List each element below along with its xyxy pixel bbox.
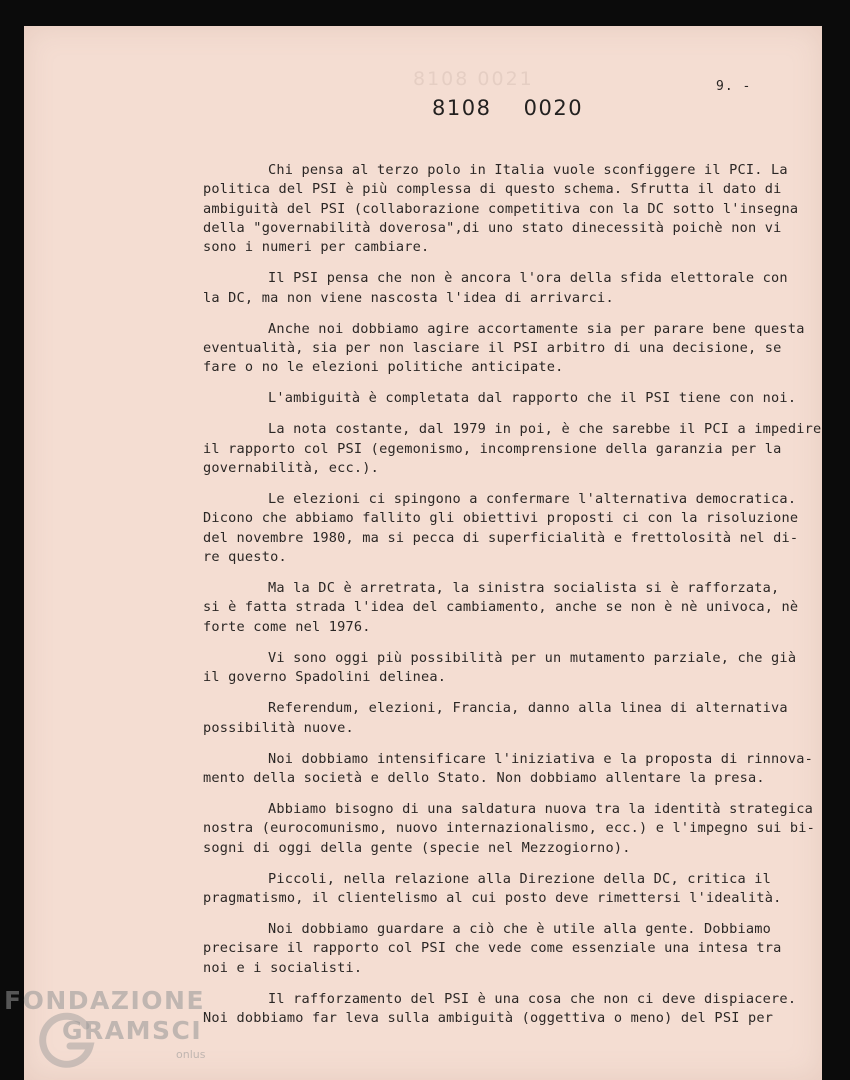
text-line: governabilità, ecc.). <box>203 460 380 477</box>
text-line: il rapporto col PSI (egemonismo, incomprensione della garanzia per la <box>203 440 782 457</box>
logo-line-1: FONDAZIONE <box>4 986 206 1015</box>
paragraph <box>203 490 799 567</box>
paragraph <box>203 161 799 257</box>
paragraph <box>203 870 793 909</box>
text-line: re questo. <box>203 549 287 566</box>
text-line: Piccoli, nella relazione alla Direzione della DC, critica il <box>268 870 772 887</box>
text-line: Dicono che abbiamo fallito gli obiettivi proposti ci con la risoluzione <box>203 510 799 527</box>
text-line: Noi dobbiamo guardare a ciò che è utile alla gente. Dobbiamo <box>268 921 772 938</box>
text-line: pragmatismo, il clientelismo al cui posto deve rimettersi l'idealità. <box>203 889 782 906</box>
text-line: L'ambiguità è completata dal rapporto che il PSI tiene con noi. <box>268 390 797 407</box>
text-line: Noi dobbiamo intensificare l'iniziativa e la proposta di rinnova- <box>268 750 813 767</box>
text-line: ambiguità del PSI (collaborazione competitiva con la DC sotto l'insegna <box>203 200 799 217</box>
text-line: Noi dobbiamo far leva sulla ambiguità (oggettiva o meno) del PSI per <box>203 1010 774 1027</box>
paragraph <box>203 579 799 637</box>
text-line: politica del PSI è più complessa di questo schema. Sfrutta il dato di <box>203 181 782 198</box>
archive-stamp: 8108 0020 <box>432 96 584 120</box>
text-line: il governo Spadolini delinea. <box>203 669 447 686</box>
text-line: sogni di oggi della gente (specie nel Mezzogiorno). <box>203 839 631 856</box>
text-line: Ma la DC è arretrata, la sinistra socialista si è rafforzata, <box>268 580 780 597</box>
text-line: forte come nel 1976. <box>203 618 371 635</box>
text-line: noi e i socialisti. <box>203 959 363 976</box>
paragraph <box>203 920 793 978</box>
text-line: Anche noi dobbiamo agire accortamente sia per parare bene questa <box>268 320 805 337</box>
paragraph <box>203 990 797 1029</box>
logo-line-2: GRAMSCI <box>62 1016 203 1045</box>
text-line: possibilità nuove. <box>203 719 354 736</box>
text-line: Chi pensa al terzo polo in Italia vuole sconfiggere il PCI. La <box>268 162 788 178</box>
text-line: precisare il rapporto col PSI che vede come essenziale una intesa tra <box>203 940 782 957</box>
paragraph <box>203 750 813 789</box>
text-line: La nota costante, dal 1979 in poi, è che sarebbe il PCI a impedire <box>268 421 822 438</box>
text-line: Il PSI pensa che non è ancora l'ora della sfida elettorale con <box>268 270 788 287</box>
text-line: sono i numeri per cambiare. <box>203 239 430 256</box>
text-line: della "governabilità doverosa",di uno stato dinecessità poichè non vi <box>203 219 782 236</box>
text-line: Referendum, elezioni, Francia, danno alla linea di alternativa <box>268 700 788 717</box>
paragraph <box>203 800 816 858</box>
text-line: eventualità, sia per non lasciare il PSI arbitro di una decisione, se <box>203 339 782 356</box>
bleed-through-stamp: 8108 0021 <box>413 68 534 90</box>
text-line: mento della società e dello Stato. Non dobbiamo allentare la presa. <box>203 769 765 786</box>
text-line: Le elezioni ci spingono a confermare l'alternativa democratica. <box>268 491 797 508</box>
text-line: Il rafforzamento del PSI è una cosa che non ci deve dispiacere. <box>268 990 797 1007</box>
text-line: Abbiamo bisogno di una saldatura nuova tra la identità strategica <box>268 800 813 817</box>
text-line: la DC, ma non viene nascosta l'idea di arrivarci. <box>203 289 614 306</box>
paragraph <box>203 649 797 688</box>
text-line: fare o no le elezioni politiche anticipate. <box>203 359 564 376</box>
text-line: Vi sono oggi più possibilità per un mutamento parziale, che già <box>268 649 797 666</box>
text-line: nostra (eurocomunismo, nuovo internazionalismo, ecc.) e l'impegno sui bi- <box>203 820 816 837</box>
text-line: del novembre 1980, ma si pecca di superficialità e frettolosità nel di- <box>203 529 799 546</box>
document-body <box>203 161 822 1040</box>
paragraph <box>203 699 793 738</box>
text-line: si è fatta strada l'idea del cambiamento, anche se non è nè univoca, nè <box>203 599 799 616</box>
logo-line-3: onlus <box>176 1048 206 1061</box>
paragraph <box>203 420 822 478</box>
paragraph <box>203 389 797 408</box>
page-number: 9. - <box>716 79 752 94</box>
paragraph <box>203 320 805 378</box>
paragraph <box>203 269 793 308</box>
